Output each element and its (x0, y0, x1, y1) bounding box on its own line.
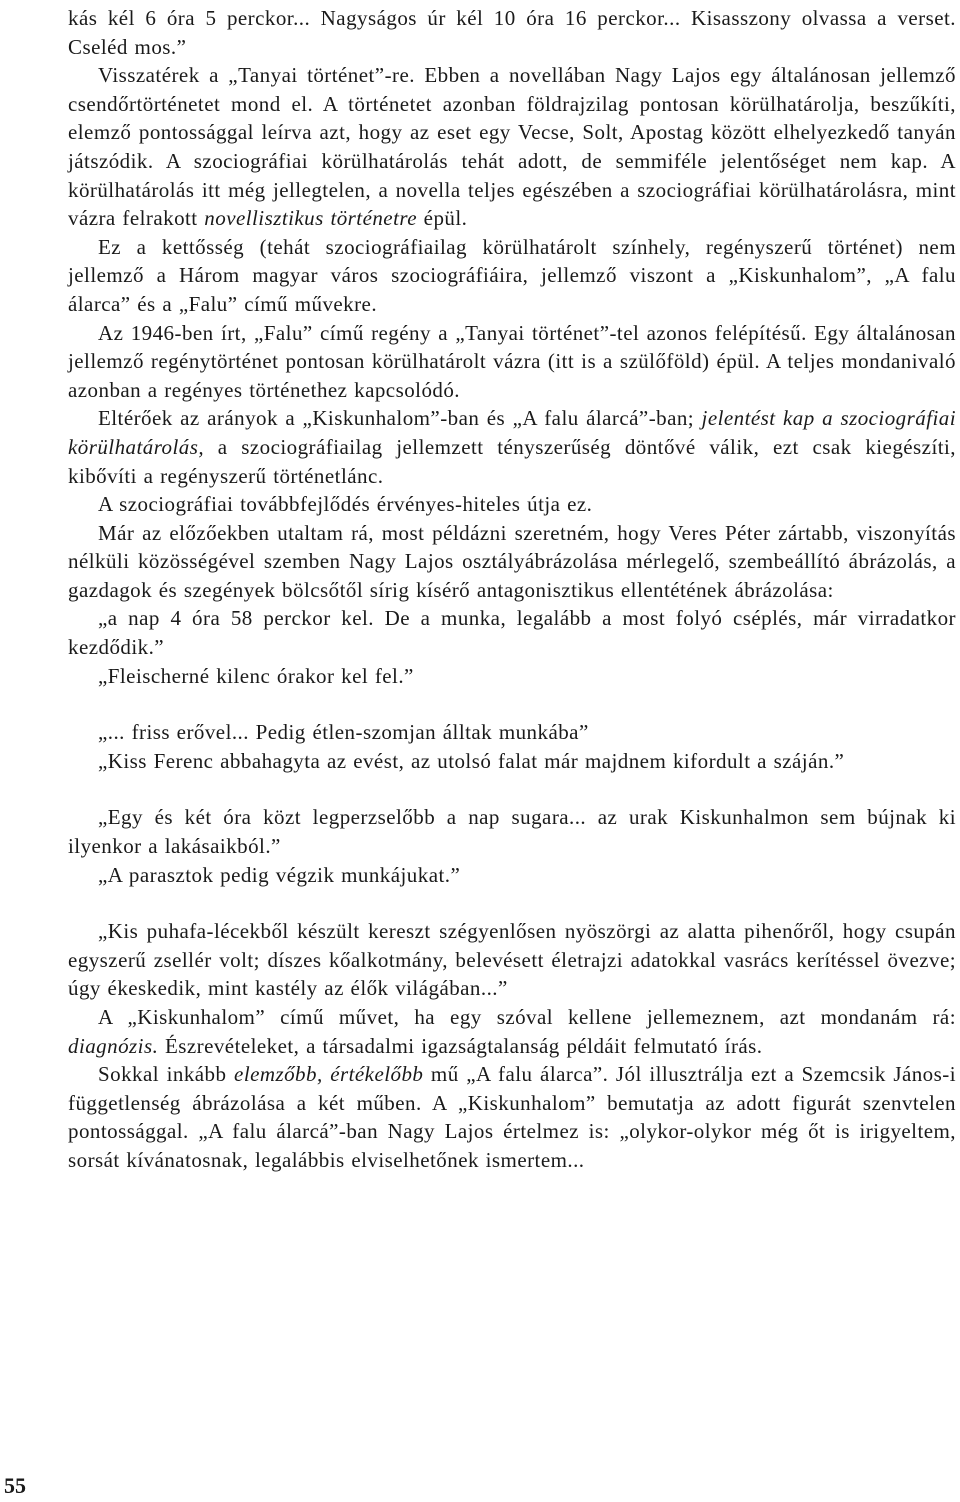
paragraph (68, 61, 956, 233)
text-run: Az 1946-ben írt, „Falu” című regény a „Tanyai történet”-tel azonos felépítésű. Egy általánosan jellemző regénytörténet pontosan körülhatárolt vázra (itt is a szülőföld) épül. A teljes mondanivaló azonban a regényes történethez kapcsolódó. (68, 320, 956, 402)
paragraph (68, 861, 956, 890)
body-text (68, 4, 956, 1175)
paragraph-gap (68, 775, 956, 803)
paragraph (68, 917, 956, 1003)
italic-text: elemzőbb, értékelőbb (234, 1062, 424, 1087)
paragraph (68, 404, 956, 490)
paragraph (68, 1060, 956, 1174)
text-run: kás kél 6 óra 5 perckor... Nagyságos úr kél 10 óra 16 perckor... Kisasszony olvassa a verset. Cseléd mos.” (68, 6, 956, 59)
paragraph (68, 4, 956, 61)
paragraph (68, 662, 956, 691)
text-run: Sokkal inkább (98, 1062, 235, 1087)
text-run: a szociográfiailag jellemzett tényszerűség döntővé válik, ezt csak kiegészíti, kibővíti a regényszerű történetlánc. (68, 434, 956, 488)
text-run: „Kiss Ferenc abbahagyta az evést, az utolsó falat már majdnem kifordult a száján.” (98, 748, 845, 773)
text-run: „a nap 4 óra 58 perckor kel. De a munka, legalább a most folyó cséplés, már virradatkor kezdődik.” (68, 606, 956, 660)
text-run: „Fleischerné kilenc órakor kel fel.” (98, 663, 414, 688)
italic-text: novellisztikus történetre (204, 206, 417, 231)
page-number: 55 (4, 1473, 26, 1498)
text-run: Ez a kettősség (tehát szociográfiailag körülhatárolt színhely, regényszerű történet) nem jellemző a Három magyar város szociográfiáira, jellemző viszont a „Kiskunhalom”, „A falu álarca” és a „Falu” című művekre. (68, 234, 956, 316)
paragraph (68, 490, 956, 519)
text-run: Észrevételeket, a társadalmi igazságtalanság példáit felmutató írás. (158, 1033, 763, 1058)
paragraph-gap (68, 889, 956, 917)
italic-text: jelentést kap a szociográfiai körülhatárolás, (68, 406, 956, 459)
paragraph (68, 604, 956, 661)
paragraph (68, 233, 956, 319)
text-run: Már az előzőekben utaltam rá, most példázni szeretném, hogy Veres Péter zártabb, viszonyítás nélküli közösségével szemben Nagy Lajos osztályábrázolása mérlegelő, szembeállító ábrázolás, a gazdagok és szegények bölcsőtől sírig kísérő antagonisztikus ellentétének ábrázolása: (68, 520, 956, 602)
paragraph (68, 718, 956, 747)
text-run: mű „A falu álarca”. Jól illusztrálja ezt a Szemcsik János-i függetlenség ábrázolása a két műben. A „Kiskunhalom” bemutatja az adott figurát szenvtelen pontossággal. „A falu álarcá”-ban Nagy Lajos értelmez is: „olykor-olykor még őt is irigyeltem, sorsát kívánatosnak, legalábbis elviselhetőnek ismertem... (68, 1062, 956, 1172)
text-run: „Egy és két óra közt legperzselőbb a nap sugara... az urak Kiskunhalmon sem bújnak ki ilyenkor a lakásaikból.” (68, 805, 956, 859)
paragraph-gap (68, 690, 956, 718)
text-run: épül. (416, 206, 468, 231)
text-run: A szociográfiai továbbfejlődés érvényes-hiteles útja ez. (98, 492, 593, 517)
paragraph (68, 519, 956, 605)
italic-text: diagnózis. (68, 1033, 159, 1058)
paragraph (68, 319, 956, 405)
text-run: „A parasztok pedig végzik munkájukat.” (98, 862, 461, 887)
text-run: Visszatérek a „Tanyai történet”-re. Ebben a novellában Nagy Lajos egy általánosan jellemző csendőrtörténetet mond el. A történetet azonban földrajzilag pontosan körülhatárolja, beszűkíti, elemző pontossággal leírva azt, hogy az eset egy Vecse, Solt, Apostag között elhelyezkedő tanyán játszódik. A szociográfiai körülhatárolás tehát adott, de semmiféle jelentőséget nem kap. A körülhatárolás itt még jellegtelen, a novella teljes egészében a szociográfiai körülhatárolásra, mint vázra felrakott (68, 63, 956, 231)
paragraph (68, 1003, 956, 1060)
text-run: Eltérőek az arányok a „Kiskunhalom”-ban és „A falu álarcá”-ban; (98, 406, 702, 431)
text-run: „Kis puhafa-lécekből készült kereszt szégyenlősen nyöszörgi az alatta pihenőről, hogy csupán egyszerű zsellér volt; díszes kőalkotmány, belevésett életrajzi adatokkal vasrács kerítéssel övezve; úgy ékeskedik, mint kastély az élők világában...” (68, 919, 956, 1001)
text-run: A „Kiskunhalom” című művet, ha egy szóval kellene jellemeznem, azt mondanám rá: (98, 1005, 956, 1029)
paragraph (68, 747, 956, 776)
paragraph (68, 803, 956, 860)
text-run: „... friss erővel... Pedig étlen-szomjan álltak munkába” (98, 720, 589, 745)
